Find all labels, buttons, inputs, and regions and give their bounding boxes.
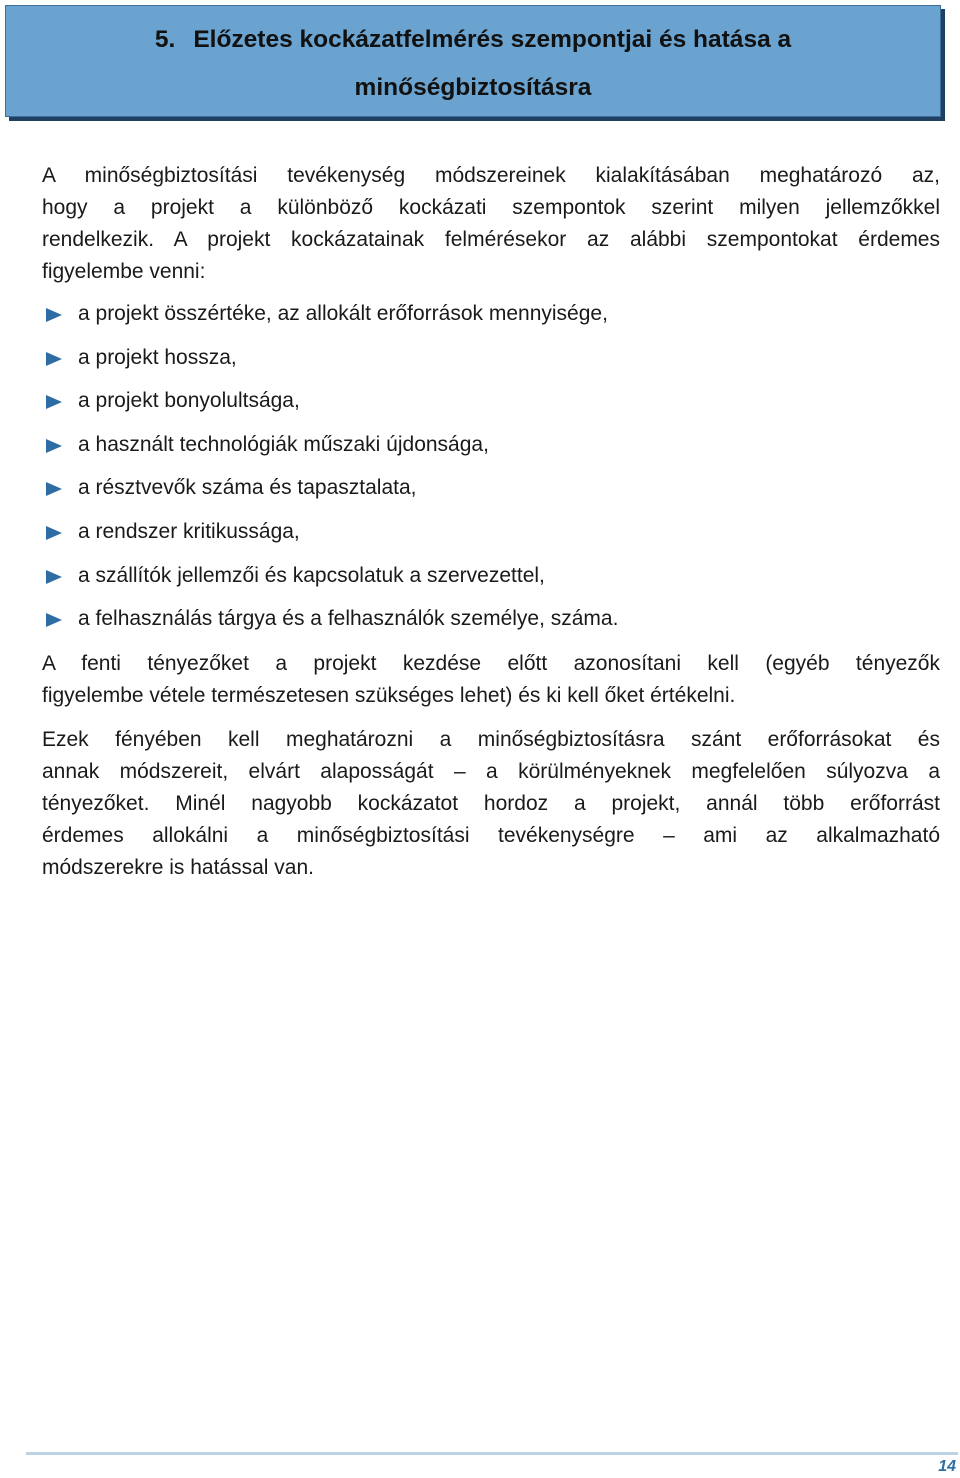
list-item: [42, 601, 618, 645]
conclusion-line: tényezőket. Minél nagyobb kockázatot hordoz a projekt, annál több erőforrást: [42, 792, 940, 815]
conclusion-line: érdemes allokálni a minőségbiztosítási tevékenységre – ami az alkalmazható: [42, 824, 940, 847]
intro-line: hogy a projekt a különböző kockázati szempontok szerint milyen jellemzőkkel: [42, 196, 940, 219]
intro-line: rendelkezik. A projekt kockázatainak felmérésekor az alábbi szempontokat érdemes: [42, 228, 940, 251]
section-title-line-1: Előzetes kockázatfelmérés szempontjai és hatása a: [193, 26, 792, 53]
section-heading: [5, 5, 941, 117]
bullet-arrow-icon: [46, 482, 62, 496]
intro-paragraph: [42, 160, 940, 288]
after-list-line: figyelembe vétele természetesen szükséges lehet) és ki kell őket értékelni.: [42, 684, 736, 707]
conclusion-line: annak módszereit, elvárt alaposságát – a körülményeknek megfelelően súlyozva a: [42, 760, 940, 783]
list-item-text: a használt technológiák műszaki újdonsága,: [78, 432, 489, 456]
list-item-text: a felhasználás tárgya és a felhasználók személye, száma.: [78, 607, 619, 631]
conclusion-line: Ezek fényében kell meghatározni a minőségbiztosításra szánt erőforrásokat és: [42, 728, 940, 751]
list-item-text: a projekt bonyolultsága,: [78, 389, 300, 413]
footer-divider: [26, 1452, 958, 1455]
section-heading-line-1: [6, 26, 940, 54]
after-list-line: A fenti tényezőket a projekt kezdése előtt azonosítani kell (egyéb tényezők: [42, 652, 940, 675]
list-item: [42, 296, 618, 340]
section-number: 5.: [154, 26, 176, 53]
bullet-arrow-icon: [46, 613, 62, 627]
section-title-line-2: minőségbiztosításra: [354, 74, 592, 101]
list-item-text: a résztvevők száma és tapasztalata,: [78, 476, 417, 500]
list-item-text: a szállítók jellemzői és kapcsolatuk a szervezettel,: [78, 563, 545, 587]
list-item: [42, 427, 618, 471]
intro-line: A minőségbiztosítási tevékenység módszereinek kialakításában meghatározó az,: [42, 164, 940, 187]
list-item-text: a rendszer kritikussága,: [78, 519, 300, 543]
conclusion-paragraph: [42, 724, 940, 884]
page-number: 14: [938, 1458, 956, 1475]
bullet-arrow-icon: [46, 570, 62, 584]
risk-factor-list: [42, 296, 618, 645]
list-item-text: a projekt hossza,: [78, 345, 237, 369]
list-item: [42, 470, 618, 514]
bullet-arrow-icon: [46, 352, 62, 366]
after-list-paragraph: [42, 648, 940, 712]
bullet-arrow-icon: [46, 395, 62, 409]
bullet-arrow-icon: [46, 526, 62, 540]
intro-line: figyelembe venni:: [42, 260, 206, 283]
list-item: [42, 340, 618, 384]
bullet-arrow-icon: [46, 308, 62, 322]
list-item: [42, 558, 618, 602]
list-item: [42, 383, 618, 427]
list-item: [42, 514, 618, 558]
list-item-text: a projekt összértéke, az allokált erőforrások mennyisége,: [78, 302, 608, 325]
bullet-arrow-icon: [46, 439, 62, 453]
conclusion-line: módszerekre is hatással van.: [42, 856, 314, 879]
